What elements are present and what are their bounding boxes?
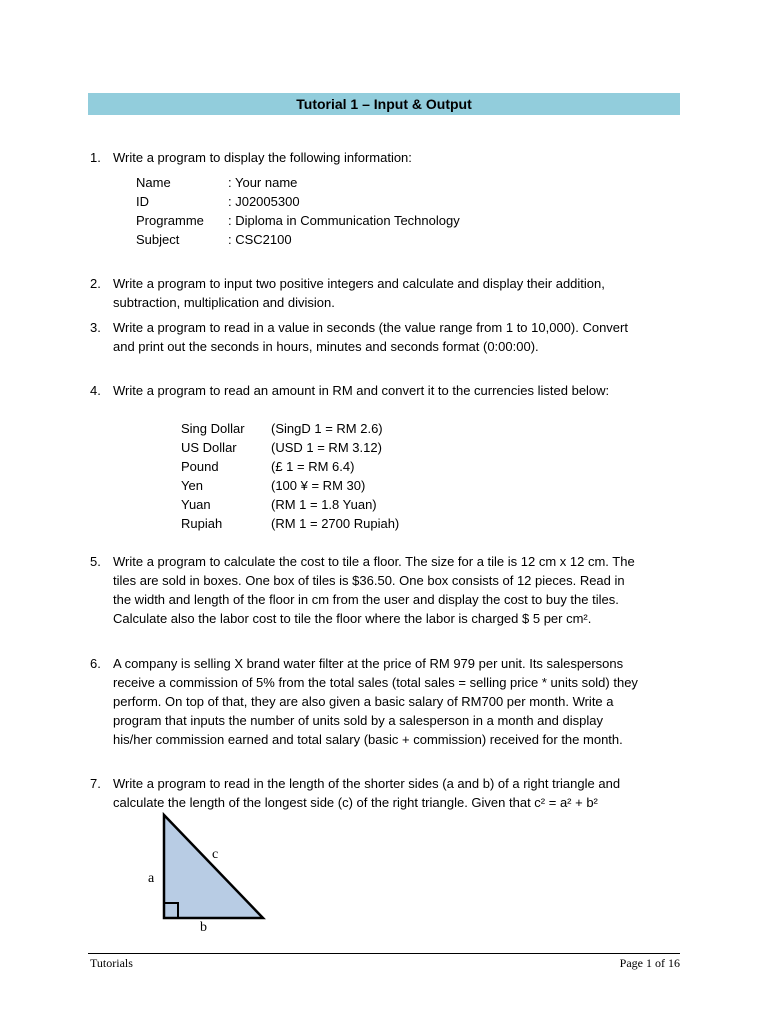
side-label-c: c: [212, 847, 219, 862]
currency-row: Sing Dollar (SingD 1 = RM 2.6): [181, 421, 383, 436]
question-number: 5.: [90, 554, 101, 569]
side-label-a: a: [148, 871, 155, 886]
page-number: Page 1 of 16: [619, 956, 680, 970]
info-row: ID : J02005300: [136, 194, 300, 209]
question-text: Write a program to read in a value in seconds (the value range from 1 to 10,000). Convert and print out the seconds in hours, minutes and seconds format (0:00:00).: [113, 320, 628, 354]
currency-row: Yen (100 ¥ = RM 30): [181, 478, 366, 493]
question-number: 7.: [90, 776, 101, 791]
currency-row: US Dollar (USD 1 = RM 3.12): [181, 440, 382, 455]
currency-list: [181, 419, 399, 533]
info-list: [136, 173, 460, 249]
question-number: 6.: [90, 656, 101, 671]
question-number: 3.: [90, 320, 101, 335]
footer-divider: [88, 953, 680, 954]
question-text: Write a program to calculate the cost to tile a floor. The size for a tile is 12 cm x 12 cm. The tiles are sold in boxes. One box of tiles is $36.50. One box consists of 12 pieces. Read in the width and length of the floor in cm from the user and display the cost to buy the tiles. Calculate also the labor cost to tile the floor where the labor is charged $ 5 per cm².: [113, 554, 635, 626]
right-triangle-diagram: [140, 810, 280, 940]
currency-row: Yuan (RM 1 = 1.8 Yuan): [181, 497, 377, 512]
info-row: Name : Your name: [136, 175, 298, 190]
question-text: Write a program to read an amount in RM and convert it to the currencies listed below:: [113, 383, 610, 398]
question-text: Write a program to read in the length of the shorter sides (a and b) of a right triangle and calculate the length of the longest side (c) of the right triangle. Given that c² = a² + b²: [113, 776, 621, 810]
question-number: 2.: [90, 276, 101, 291]
question-7: [90, 774, 680, 812]
question-number: 4.: [90, 383, 101, 398]
question-2: [90, 274, 680, 312]
question-4: [90, 381, 680, 400]
question-text: A company is selling X brand water filter at the price of RM 979 per unit. Its salespersons receive a commission of 5% from the total sales (total sales = selling price * units sold) they perform. On top of that, they are also given a basic salary of RM700 per month. Write a program that inputs the number of units sold by a salesperson in a month and display his/her commission earned and total salary (basic + commission) received for the month.: [113, 656, 638, 747]
info-row: Subject : CSC2100: [136, 232, 292, 247]
tutorial-title: Tutorial 1 – Input & Output: [88, 93, 680, 115]
currency-row: Rupiah (RM 1 = 2700 Rupiah): [181, 516, 400, 531]
question-text: Write a program to display the following information:: [113, 150, 412, 165]
question-text: Write a program to input two positive integers and calculate and display their addition, subtraction, multiplication and division.: [113, 276, 605, 310]
question-number: 1.: [90, 150, 101, 165]
currency-row: Pound (£ 1 = RM 6.4): [181, 459, 355, 474]
question-5: [90, 552, 680, 628]
footer-left: Tutorials: [90, 956, 133, 970]
question-6: [90, 654, 680, 749]
question-1: [90, 148, 680, 167]
question-3: [90, 318, 680, 356]
info-row: Programme : Diploma in Communication Technology: [136, 213, 460, 228]
side-label-b: b: [200, 920, 207, 935]
